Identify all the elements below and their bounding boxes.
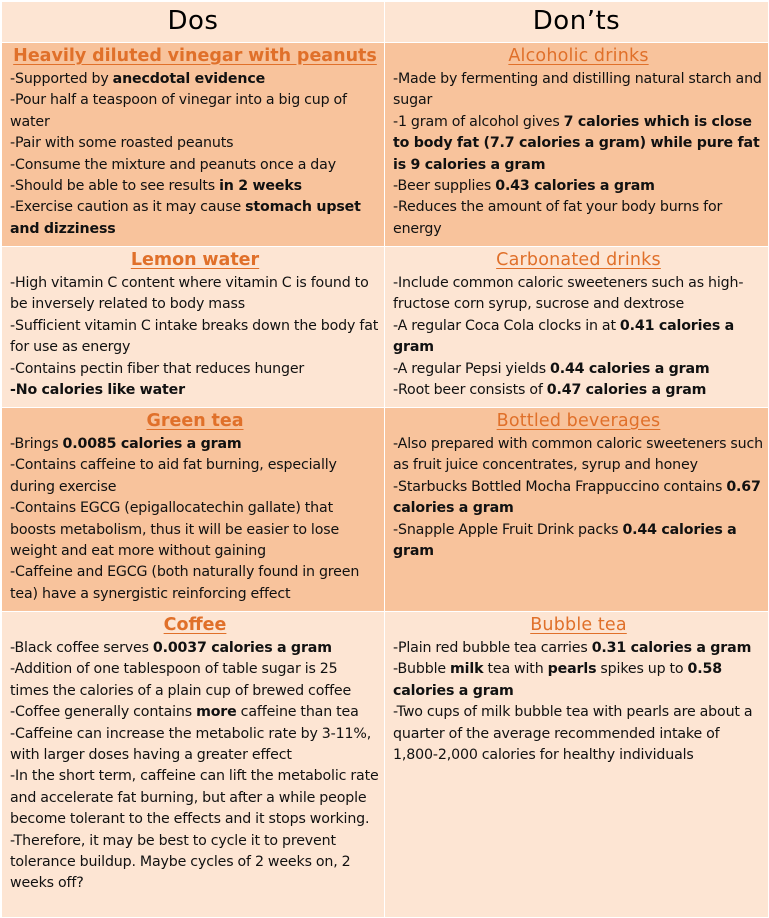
bold-text: milk: [450, 661, 484, 678]
bold-text: 0.41 calories a gram: [393, 317, 735, 356]
row-1: [2, 43, 769, 247]
bold-text: 0.43 calories a gram: [495, 178, 655, 195]
text-run: -Caffeine and EGCG (both naturally found in green tea) have a synergistic reinforcing effect: [10, 564, 360, 602]
bullet-line: [393, 273, 764, 316]
text-run: -Coffee generally contains: [10, 704, 197, 721]
text-run: -Also prepared with common caloric sweeteners such as fruit juice concentrates, syrup and honey: [393, 436, 763, 474]
cell-donts: [385, 408, 769, 612]
bullet-line: [393, 520, 764, 563]
text-run: -Contains EGCG (epigallocatechin gallate) that boosts metabolism, thus it will be easier to lose weight and eat more without gaining: [10, 500, 340, 560]
bold-text: more: [196, 704, 237, 721]
bullet-line: [10, 766, 380, 830]
bullet-line: [393, 659, 764, 702]
bold-text: 0.58 calories a gram: [393, 661, 722, 699]
bullet-line: [10, 380, 380, 401]
header-row: [2, 2, 769, 43]
section-title: Carbonated drinks: [496, 250, 661, 270]
bullet-line: [10, 197, 380, 240]
bullet-line: [10, 455, 380, 498]
bullet-line: [10, 176, 380, 197]
text-run: -Include common caloric sweeteners such as high-fructose corn syrup, sucrose and dextrose: [393, 275, 744, 313]
cell-dos: [2, 247, 385, 408]
section-body: [10, 638, 380, 895]
cell-donts: [385, 247, 769, 408]
text-run: -Starbucks Bottled Mocha Frappuccino contains: [393, 478, 727, 495]
text-run: -Supported by: [10, 71, 113, 87]
section-title: Green tea: [146, 411, 244, 431]
header-donts: Don’ts: [385, 2, 769, 43]
text-run: -Therefore, it may be best to cycle it to prevent tolerance buildup. Maybe cycles of 2 weeks on, 2 weeks off?: [10, 832, 351, 892]
cell-donts: [385, 612, 769, 918]
section-body: [10, 434, 380, 605]
text-run: -Caffeine can increase the metabolic rate by 3-11%, with larger doses having a greater effect: [10, 725, 372, 764]
text-run: -Should be able to see results: [10, 178, 220, 195]
bold-text: -No calories like water: [10, 382, 185, 399]
bullet-line: [393, 638, 764, 659]
bold-text: 0.44 calories a gram: [550, 360, 710, 377]
bullet-line: [10, 133, 380, 154]
text-run: spikes up to: [596, 661, 688, 678]
text-run: -Contains pectin fiber that reduces hunger: [10, 360, 305, 377]
text-run: -Root beer consists of: [393, 382, 547, 399]
text-run: -Black coffee serves: [10, 640, 153, 656]
text-run: -Snapple Apple Fruit Drink packs: [393, 521, 623, 538]
section-body: [10, 69, 380, 240]
section-title: Coffee: [163, 615, 227, 635]
bold-text: 0.67 calories a gram: [393, 478, 761, 517]
text-run: -Exercise caution as it may cause: [10, 199, 246, 216]
text-run: tea with: [483, 661, 548, 678]
bullet-line: [393, 316, 764, 359]
text-run: -A regular Pepsi yields: [393, 360, 550, 377]
bullet-line: [393, 702, 764, 766]
section-title: Heavily diluted vinegar with peanuts: [13, 46, 377, 66]
cell-dos: [2, 43, 385, 247]
section-body: [393, 638, 764, 766]
text-run: -Two cups of milk bubble tea with pearls are about a quarter of the average recommended intake of 1,800-2,000 calories for healthy individuals: [393, 704, 753, 764]
text-run: -Contains caffeine to aid fat burning, especially during exercise: [10, 457, 337, 495]
bullet-line: [393, 434, 764, 477]
text-run: -1 gram of alcohol gives: [393, 113, 564, 130]
section-body: [393, 273, 764, 401]
bullet-line: [393, 176, 764, 197]
section-body: [393, 69, 764, 240]
section-title: Bubble tea: [530, 615, 627, 635]
cell-donts: [385, 43, 769, 247]
text-run: -Pour half a teaspoon of vinegar into a big cup of water: [10, 92, 347, 130]
bold-text: 0.0085 calories a gram: [62, 436, 242, 452]
bullet-line: [393, 477, 764, 520]
header-dos: Dos: [2, 2, 385, 43]
bold-text: 0.44 calories a gram: [393, 521, 737, 560]
text-run: -Beer supplies: [393, 178, 496, 195]
text-run: -Sufficient vitamin C intake breaks down the body fat for use as energy: [10, 317, 379, 356]
bullet-line: [10, 69, 380, 90]
row-4: [2, 612, 769, 918]
section-title: Alcoholic drinks: [508, 46, 649, 66]
bullet-line: [10, 498, 380, 562]
section-body: [10, 273, 380, 401]
bullet-line: [10, 434, 380, 455]
bullet-line: [10, 316, 380, 359]
bullet-line: [10, 359, 380, 380]
bullet-line: [10, 155, 380, 176]
text-run: -Consume the mixture and peanuts once a day: [10, 156, 336, 173]
section-body: [393, 434, 764, 562]
text-run: -Pair with some roasted peanuts: [10, 135, 234, 152]
bold-text: 7 calories which is close to body fat (7.7 calories a gram) while pure fat is 9 calories a gram: [393, 113, 760, 173]
bullet-line: [393, 380, 764, 401]
bullet-line: [10, 273, 380, 316]
row-2: [2, 247, 769, 408]
bullet-line: [10, 638, 380, 659]
bold-text: in 2 weeks: [219, 178, 302, 195]
cell-dos: [2, 408, 385, 612]
text-run: -Plain red bubble tea carries: [393, 640, 592, 656]
bullet-line: [393, 197, 764, 240]
bullet-line: [10, 702, 380, 723]
section-title: Lemon water: [130, 250, 260, 270]
bold-text: 0.0037 calories a gram: [152, 640, 332, 656]
text-run: -Reduces the amount of fat your body burns for energy: [393, 199, 723, 237]
text-run: caffeine than tea: [236, 704, 359, 721]
bold-text: 0.47 calories a gram: [546, 382, 707, 399]
text-run: -Brings: [10, 436, 63, 452]
cell-dos: [2, 612, 385, 918]
row-3: [2, 408, 769, 612]
section-title: Bottled beverages: [496, 411, 661, 431]
bullet-line: [10, 724, 380, 767]
bullet-line: [10, 831, 380, 895]
text-run: -Addition of one tablespoon of table sugar is 25 times the calories of a plain cup of brewed coffee: [10, 661, 352, 699]
text-run: -Bubble: [393, 661, 451, 678]
text-run: -High vitamin C content where vitamin C is found to be inversely related to body mass: [10, 275, 369, 313]
bold-text: stomach upset and dizziness: [10, 199, 361, 237]
text-run: -Made by fermenting and distilling natural starch and sugar: [393, 71, 762, 109]
dos-donts-table: [1, 1, 769, 918]
bold-text: pearls: [547, 661, 597, 678]
bullet-line: [393, 69, 764, 112]
bullet-line: [393, 359, 764, 380]
bullet-line: [10, 562, 380, 605]
text-run: -A regular Coca Cola clocks in at: [393, 317, 620, 334]
bold-text: anecdotal evidence: [112, 71, 266, 87]
bullet-line: [10, 90, 380, 133]
bullet-line: [10, 659, 380, 702]
bold-text: 0.31 calories a gram: [591, 640, 752, 656]
text-run: -In the short term, caffeine can lift the metabolic rate and accelerate fat burning, but after a while people become tolerant to the effects and it stops working.: [10, 768, 379, 828]
bullet-line: [393, 112, 764, 176]
